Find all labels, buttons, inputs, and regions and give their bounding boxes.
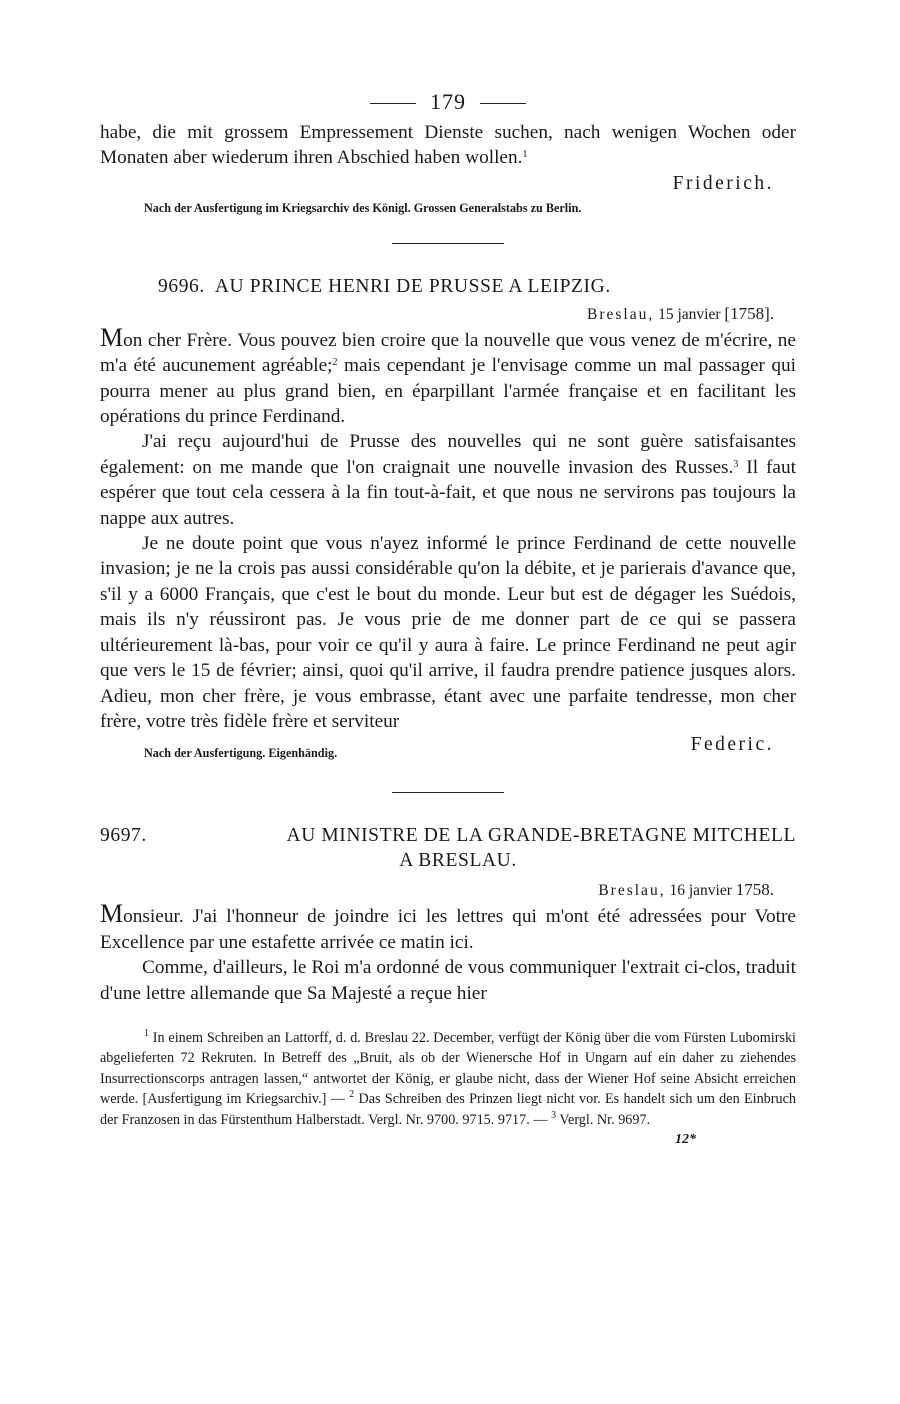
footnote-ref: 3 xyxy=(733,458,739,470)
initial-letter: M xyxy=(100,322,124,352)
continuation-text: habe, die mit grossem Empressement Dienste suchen, nach wenigen Wochen oder Monaten aber wiederum ihren Abschied haben wollen.$^1$ xyxy=(100,122,796,169)
letter-title: AU PRINCE HENRI DE PRUSSE A LEIPZIG. xyxy=(214,275,611,297)
letter-date: Breslau, 16 janvier 1758. xyxy=(598,880,774,900)
footnote-mark: 2 xyxy=(349,1089,355,1101)
letter-number: 9696. xyxy=(158,275,205,297)
letter-title-line2: A BRESLAU. xyxy=(399,850,517,872)
letter-date: Breslau, 15 janvier [1758]. xyxy=(587,303,774,323)
letter-heading-9697 xyxy=(100,823,796,873)
footnote-mark: 1 xyxy=(144,1027,149,1039)
letter-number: 9697. xyxy=(100,825,147,847)
paragraph: Monsieur. J'ai l'honneur de joindre ici les lettres qui m'ont été adressées pour Votre Excellence par une estafette arrivée ce matin ici. xyxy=(100,899,796,953)
initial-letter: M xyxy=(100,899,124,929)
page-header xyxy=(100,88,796,118)
letter-title-line1: AU MINISTRE DE LA GRANDE-BRETAGNE MITCHELL xyxy=(286,825,796,847)
source-note: Nach der Ausfertigung. Eigenhändig. xyxy=(144,746,338,761)
paragraph: Comme, d'ailleurs, le Roi m'a ordonné de vous communiquer l'extrait ci-clos, traduit d'une lettre allemande que Sa Majesté a reçue hier xyxy=(100,957,796,1004)
signature-friderich: Friderich. xyxy=(672,172,774,194)
signature-federic: Federic. xyxy=(690,734,774,756)
letter-heading-9696 xyxy=(100,274,796,299)
section-divider xyxy=(392,243,504,244)
footnotes xyxy=(100,1028,796,1130)
signature-row xyxy=(100,734,796,760)
header-dash-left xyxy=(370,103,416,104)
page-number: 179 xyxy=(430,89,466,114)
paragraph: J'ai reçu aujourd'hui de Prusse des nouvelles qui ne sont guère satisfaisantes également: on me mande que l'on craignait une nouvelle invasion des Russes.$^3$ Il faut espérer que tout cela cessera à la fin tout-à-fait, et que nous ne servirons pas toujours la nappe aux autres. xyxy=(100,431,796,529)
header-dash-right xyxy=(480,103,526,104)
page xyxy=(100,88,796,1150)
footnote-ref: 1 xyxy=(522,149,528,161)
paragraph: Mon cher Frère. Vous pouvez bien croire que la nouvelle que vous venez de m'écrire, ne m'a été aucunement agréable;$^2$ mais cependant je l'envisage comme un mal passager qui pourra mener au plus grand bien, en éparpillant l'armée française et en facilitant les opérations du prince Ferdinand. xyxy=(100,322,796,428)
source-note: Nach der Ausfertigung im Kriegsarchiv des Königl. Grossen Generalstabs zu Berlin. xyxy=(144,200,582,215)
footnote-ref: 2 xyxy=(332,357,338,369)
paragraph: Je ne doute point que vous n'ayez informé le prince Ferdinand de cette nouvelle invasion; je ne la crois pas aussi considérable qu'on la débite, et je parierais d'avance que, s'il y a 6000 Français, que c'est le bout du monde. Leur but est de dégager les Suédois, mais ils n'y réussiront pas. Je vous prie de me donner part de ce qui se passera ultérieurement là-bas, pour voir ce qu'il y aura à faire. Le prince Ferdinand ne peut agir que vers le 15 de février; ainsi, quoi qu'il arrive, il faudra prendre patience jusques alors. Adieu, mon cher frère, je vous embrasse, étant avec une parfaite tendresse, mon cher frère, votre très fidèle frère et serviteur xyxy=(100,533,796,732)
footnote: $^1$ In einem Schreiben an Lattorff, d. d. Breslau 22. December, verfügt der König über die vom Fürsten Lubomirski abgelieferten 72 Rekruten. In Betreff des „Bruit, als ob der Wienersche Hof in Ungarn auf ein daher zu ziehendes Insurrectionscorps antragen lassen,“ antwortet der König, er glaube nicht, dass der Wiener Hof seine Absicht erreichen werde. [Ausfertigung im Kriegsarchiv.] — $^2$ Das Schreiben des Prinzen liegt nicht vor. Es handelt sich um den Einbruch der Franzosen in das Fürstenthum Halberstadt. Vergl. Nr. 9700. 9715. 9717. — $^3$ Vergl. Nr. 9697. xyxy=(100,1027,796,1128)
section-divider xyxy=(392,792,504,793)
footnote-mark: 3 xyxy=(551,1109,557,1121)
sheet-signature: 12* xyxy=(675,1131,696,1147)
